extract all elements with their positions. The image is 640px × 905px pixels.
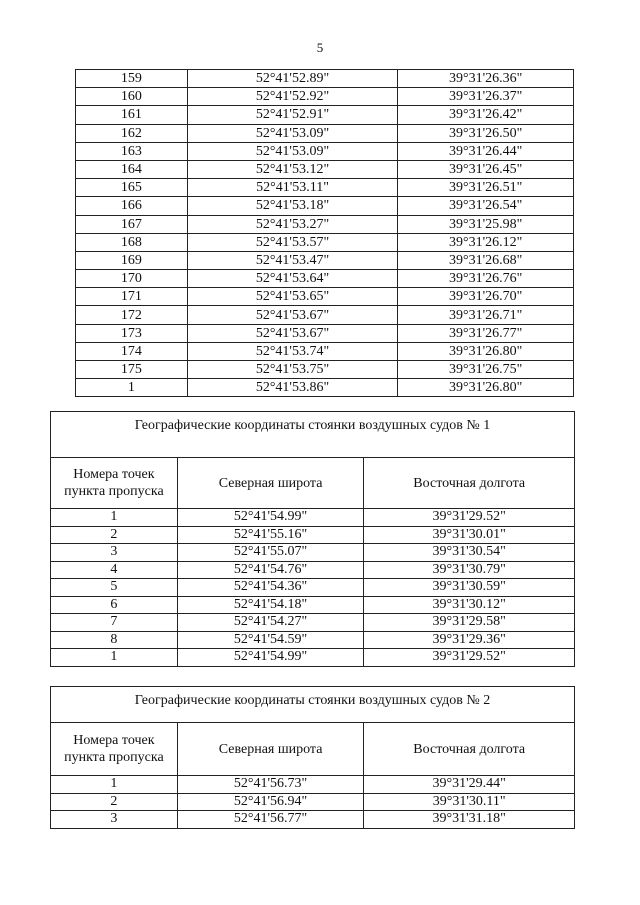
- point-number-cell: 160: [76, 88, 188, 106]
- latitude-cell: 52°41'53.75": [187, 361, 398, 379]
- latitude-cell: 52°41'53.47": [187, 251, 398, 269]
- longitude-cell: 39°31'26.75": [398, 361, 574, 379]
- table-row: [51, 544, 575, 562]
- point-number-cell: 6: [51, 596, 178, 614]
- longitude-cell: 39°31'26.36": [398, 70, 574, 88]
- table-row: [76, 361, 574, 379]
- table-row: [76, 324, 574, 342]
- longitude-cell: 39°31'30.12": [364, 596, 575, 614]
- point-number-cell: 3: [51, 811, 178, 829]
- latitude-cell: 52°41'56.77": [177, 811, 364, 829]
- point-number-cell: 174: [76, 342, 188, 360]
- point-number-cell: 3: [51, 544, 178, 562]
- latitude-cell: 52°41'53.67": [187, 306, 398, 324]
- latitude-cell: 52°41'54.99": [177, 649, 364, 667]
- table-row: [51, 579, 575, 597]
- point-number-cell: 162: [76, 124, 188, 142]
- parking-2-body: [51, 687, 575, 829]
- latitude-cell: 52°41'53.86": [187, 379, 398, 397]
- point-number-cell: 4: [51, 561, 178, 579]
- point-number-cell: 163: [76, 142, 188, 160]
- parking-2-title: Географические координаты стоянки воздушных судов № 2: [51, 687, 575, 723]
- latitude-cell: 52°41'53.74": [187, 342, 398, 360]
- point-number-cell: 164: [76, 160, 188, 178]
- longitude-cell: 39°31'26.45": [398, 160, 574, 178]
- table-row: [76, 124, 574, 142]
- table-title-row: [51, 412, 575, 458]
- point-number-cell: 2: [51, 526, 178, 544]
- page-number: 5: [316, 40, 324, 55]
- longitude-cell: 39°31'26.77": [398, 324, 574, 342]
- latitude-cell: 52°41'53.18": [187, 197, 398, 215]
- table-row: [51, 776, 575, 794]
- longitude-cell: 39°31'26.70": [398, 288, 574, 306]
- point-number-cell: 173: [76, 324, 188, 342]
- coordinates-continuation-body: [76, 70, 574, 397]
- latitude-cell: 52°41'54.27": [177, 614, 364, 632]
- latitude-cell: 52°41'53.64": [187, 270, 398, 288]
- latitude-cell: 52°41'52.92": [187, 88, 398, 106]
- point-number-cell: 165: [76, 179, 188, 197]
- point-number-cell: 1: [76, 379, 188, 397]
- longitude-cell: 39°31'26.76": [398, 270, 574, 288]
- table-row: [76, 306, 574, 324]
- latitude-cell: 52°41'53.65": [187, 288, 398, 306]
- table-row: [76, 70, 574, 88]
- table-row: [76, 251, 574, 269]
- table-row: [51, 649, 575, 667]
- longitude-cell: 39°31'30.54": [364, 544, 575, 562]
- table-row: [76, 215, 574, 233]
- table-row: [76, 270, 574, 288]
- longitude-cell: 39°31'29.36": [364, 631, 575, 649]
- coordinates-continuation-table: [75, 69, 574, 397]
- longitude-cell: 39°31'30.79": [364, 561, 575, 579]
- longitude-cell: 39°31'26.44": [398, 142, 574, 160]
- longitude-cell: 39°31'26.42": [398, 106, 574, 124]
- point-number-cell: 161: [76, 106, 188, 124]
- point-number-cell: 7: [51, 614, 178, 632]
- longitude-cell: 39°31'26.37": [398, 88, 574, 106]
- latitude-cell: 52°41'54.18": [177, 596, 364, 614]
- table-header-row: [51, 458, 575, 509]
- longitude-cell: 39°31'29.44": [364, 776, 575, 794]
- column-header-point-number: Номера точек пункта пропуска: [51, 458, 178, 509]
- longitude-cell: 39°31'26.68": [398, 251, 574, 269]
- point-number-cell: 2: [51, 793, 178, 811]
- longitude-cell: 39°31'26.54": [398, 197, 574, 215]
- longitude-cell: 39°31'30.11": [364, 793, 575, 811]
- table-row: [51, 526, 575, 544]
- point-number-cell: 1: [51, 776, 178, 794]
- latitude-cell: 52°41'53.27": [187, 215, 398, 233]
- table-title-row: [51, 687, 575, 723]
- point-number-cell: 166: [76, 197, 188, 215]
- table-row: [51, 811, 575, 829]
- table-row: [76, 142, 574, 160]
- latitude-cell: 52°41'55.16": [177, 526, 364, 544]
- table-row: [51, 793, 575, 811]
- longitude-cell: 39°31'26.80": [398, 379, 574, 397]
- latitude-cell: 52°41'53.09": [187, 124, 398, 142]
- longitude-cell: 39°31'26.51": [398, 179, 574, 197]
- point-number-cell: 1: [51, 509, 178, 527]
- latitude-cell: 52°41'56.94": [177, 793, 364, 811]
- table-row: [51, 596, 575, 614]
- latitude-cell: 52°41'55.07": [177, 544, 364, 562]
- parking-1-coordinates-table: [50, 411, 575, 667]
- table-row: [76, 288, 574, 306]
- column-header-latitude: Северная широта: [177, 458, 364, 509]
- latitude-cell: 52°41'54.59": [177, 631, 364, 649]
- point-number-cell: 1: [51, 649, 178, 667]
- column-header-point-number: Номера точек пункта пропуска: [51, 723, 178, 776]
- parking-2-coordinates-table: [50, 686, 575, 829]
- latitude-cell: 52°41'54.36": [177, 579, 364, 597]
- column-header-longitude: Восточная долгота: [364, 723, 575, 776]
- latitude-cell: 52°41'54.76": [177, 561, 364, 579]
- longitude-cell: 39°31'29.52": [364, 509, 575, 527]
- table-row: [76, 160, 574, 178]
- latitude-cell: 52°41'52.91": [187, 106, 398, 124]
- longitude-cell: 39°31'26.12": [398, 233, 574, 251]
- longitude-cell: 39°31'29.52": [364, 649, 575, 667]
- latitude-cell: 52°41'54.99": [177, 509, 364, 527]
- point-number-cell: 8: [51, 631, 178, 649]
- point-number-cell: 168: [76, 233, 188, 251]
- latitude-cell: 52°41'53.09": [187, 142, 398, 160]
- point-number-cell: 167: [76, 215, 188, 233]
- point-number-cell: 5: [51, 579, 178, 597]
- point-number-cell: 170: [76, 270, 188, 288]
- column-header-longitude: Восточная долгота: [364, 458, 575, 509]
- latitude-cell: 52°41'52.89": [187, 70, 398, 88]
- table-row: [76, 197, 574, 215]
- table-row: [76, 379, 574, 397]
- parking-1-title: Географические координаты стоянки воздушных судов № 1: [51, 412, 575, 458]
- point-number-cell: 171: [76, 288, 188, 306]
- point-number-cell: 172: [76, 306, 188, 324]
- table-row: [76, 106, 574, 124]
- table-row: [76, 179, 574, 197]
- point-number-cell: 159: [76, 70, 188, 88]
- longitude-cell: 39°31'26.50": [398, 124, 574, 142]
- longitude-cell: 39°31'29.58": [364, 614, 575, 632]
- longitude-cell: 39°31'31.18": [364, 811, 575, 829]
- point-number-cell: 169: [76, 251, 188, 269]
- longitude-cell: 39°31'26.80": [398, 342, 574, 360]
- latitude-cell: 52°41'53.11": [187, 179, 398, 197]
- latitude-cell: 52°41'56.73": [177, 776, 364, 794]
- longitude-cell: 39°31'30.01": [364, 526, 575, 544]
- latitude-cell: 52°41'53.67": [187, 324, 398, 342]
- parking-1-body: [51, 412, 575, 667]
- table-row: [51, 509, 575, 527]
- longitude-cell: 39°31'30.59": [364, 579, 575, 597]
- table-header-row: [51, 723, 575, 776]
- table-row: [51, 631, 575, 649]
- table-row: [51, 614, 575, 632]
- table-row: [51, 561, 575, 579]
- longitude-cell: 39°31'26.71": [398, 306, 574, 324]
- latitude-cell: 52°41'53.12": [187, 160, 398, 178]
- longitude-cell: 39°31'25.98": [398, 215, 574, 233]
- table-row: [76, 88, 574, 106]
- table-row: [76, 342, 574, 360]
- point-number-cell: 175: [76, 361, 188, 379]
- latitude-cell: 52°41'53.57": [187, 233, 398, 251]
- table-row: [76, 233, 574, 251]
- column-header-latitude: Северная широта: [177, 723, 364, 776]
